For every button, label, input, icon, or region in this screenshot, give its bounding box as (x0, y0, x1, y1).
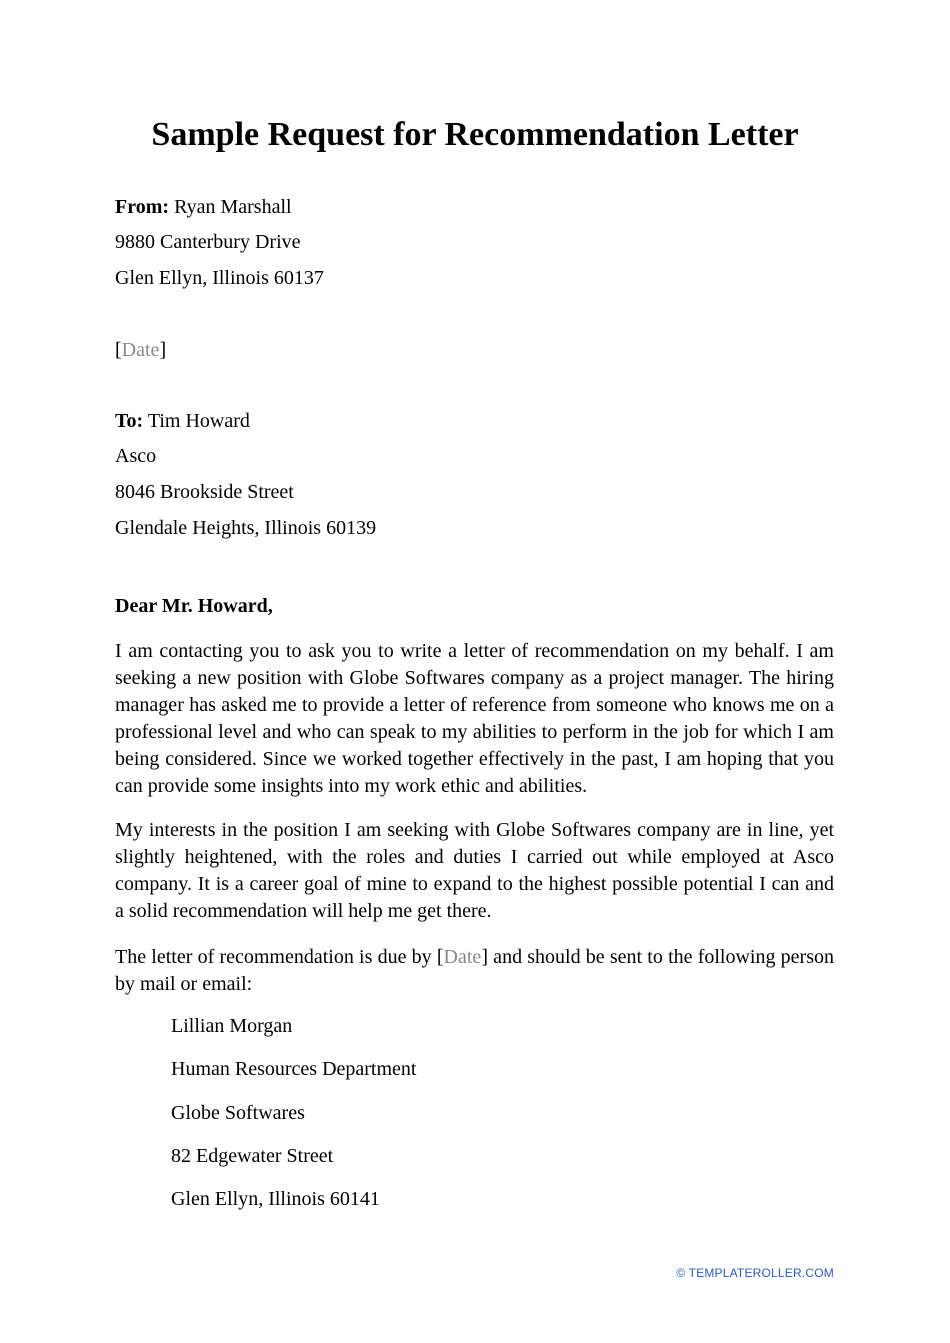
date-placeholder (115, 337, 166, 363)
from-label: From: (115, 196, 170, 218)
date-close-bracket: ] (159, 339, 167, 361)
salutation: Dear Mr. Howard, (115, 595, 273, 617)
copyright-symbol: © (676, 1266, 686, 1280)
due-date-placeholder-text: Date (443, 946, 482, 968)
due-date-open-bracket: [ (436, 946, 444, 968)
send-to-company: Globe Softwares (171, 1102, 305, 1124)
footer-site-link[interactable]: TEMPLATEROLLER.COM (688, 1266, 834, 1280)
recipient-name: Tim Howard (147, 410, 250, 432)
recipient-street: 8046 Brookside Street (115, 481, 294, 503)
recipient-city-line: Glendale Heights, Illinois 60139 (115, 517, 377, 539)
footer-credit (676, 1265, 834, 1281)
due-date-close-bracket: ] (481, 946, 488, 968)
document-title: Sample Request for Recommendation Letter (151, 116, 799, 153)
sender-from-line (115, 194, 292, 220)
body-paragraph-3 (115, 944, 834, 998)
sender-street: 9880 Canterbury Drive (115, 231, 301, 253)
date-placeholder-text: Date (121, 339, 160, 361)
send-to-department: Human Resources Department (171, 1058, 417, 1080)
paragraph-3-before: The letter of recommendation is due by (115, 946, 437, 968)
sender-name: Ryan Marshall (174, 196, 292, 218)
sender-city-line: Glen Ellyn, Illinois 60137 (115, 267, 324, 289)
send-to-street: 82 Edgewater Street (171, 1145, 334, 1167)
send-to-city-line: Glen Ellyn, Illinois 60141 (171, 1188, 380, 1210)
recipient-company: Asco (115, 445, 157, 467)
recipient-to-line (115, 408, 250, 434)
to-label: To: (115, 410, 144, 432)
paragraph-3-after: and should be sent to the following person by mail or email: (115, 946, 834, 995)
date-open-bracket: [ (115, 339, 122, 361)
send-to-name: Lillian Morgan (171, 1015, 293, 1037)
body-paragraph-2: My interests in the position I am seeking with Globe Softwares company are in line, yet slightly heightened, with the roles and duties I carried out while employed at Asco company. It is a career goal of mine to expand to the highest possible potential I can and a solid recommendation will help me get there. (115, 819, 834, 922)
body-paragraph-1: I am contacting you to ask you to write a letter of recommendation on my behalf. I am seeking a new position with Globe Softwares company as a project manager. The hiring manager has asked me to provide a letter of reference from someone who knows me on a professional level and who can speak to my abilities to perform in the job for which I am being considered. Since we worked together effectively in the past, I am hoping that you can provide some insights into my work ethic and abilities. (115, 640, 834, 797)
